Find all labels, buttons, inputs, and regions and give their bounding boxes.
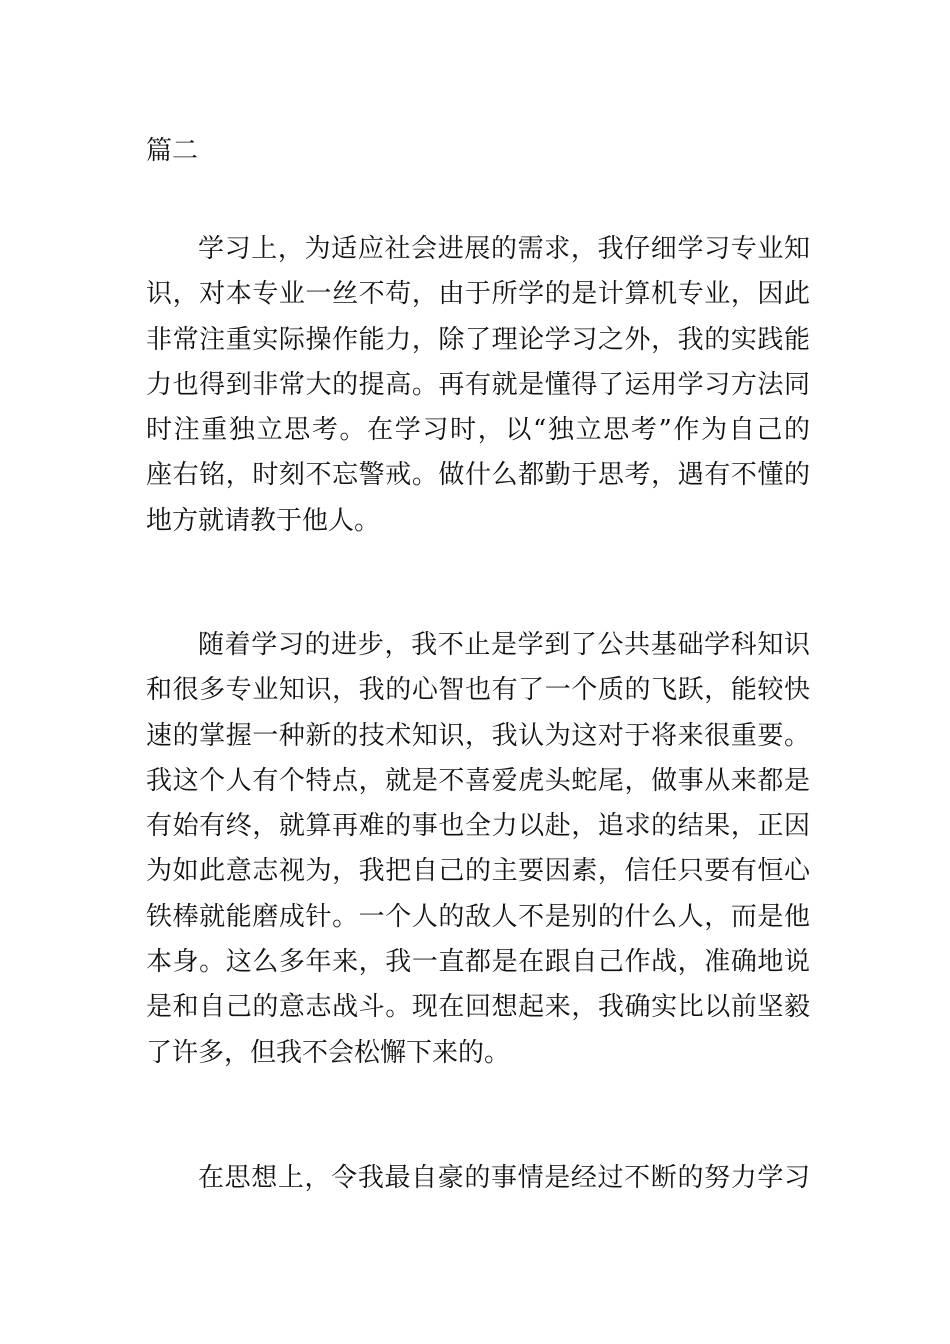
paragraph-line: 力也得到非常大的提高。再有就是懂得了运用学习方法同	[146, 369, 810, 400]
paragraph-line: 随着学习的进步，我不止是学到了公共基础学科知识	[198, 630, 810, 660]
paragraph-line: 本身。这么多年来，我一直都是在跟自己作战，准确地说	[146, 947, 810, 978]
paragraph-line: 为如此意志视为，我把自己的主要因素，信任只要有恒心	[146, 856, 810, 887]
paragraph-line: 了许多，但我不会松懈下来的。	[146, 1037, 511, 1068]
section-heading: 篇二	[146, 136, 199, 166]
paragraph-study	[146, 227, 810, 544]
paragraph-line: 我这个人有个特点，就是不喜爱虎头蛇尾，做事从来都是	[146, 765, 810, 796]
paragraph-line: 地方就请教于他人。	[146, 505, 381, 536]
paragraph-line: 有始有终，就算再难的事也全力以赴，追求的结果，正因	[146, 811, 810, 842]
paragraph-line: 非常注重实际操作能力，除了理论学习之外，我的实践能	[146, 324, 810, 355]
paragraph-line: 时注重独立思考。在学习时，以“独立思考”作为自己的	[146, 415, 810, 446]
paragraph-line: 识，对本专业一丝不苟，由于所学的是计算机专业，因此	[146, 279, 810, 310]
paragraph-line: 学习上，为适应社会进展的需求，我仔细学习专业知	[198, 234, 810, 264]
paragraph-line: 速的掌握一种新的技术知识，我认为这对于将来很重要。	[146, 720, 810, 751]
paragraph-thought	[146, 1156, 810, 1201]
paragraph-line: 在思想上，令我最自豪的事情是经过不断的努力学习	[198, 1163, 810, 1193]
paragraph-line: 座右铭，时刻不忘警戒。做什么都勤于思考，遇有不懂的	[146, 460, 810, 491]
paragraph-progress	[146, 623, 810, 1076]
paragraph-line: 是和自己的意志战斗。现在回想起来，我确实比以前坚毅	[146, 992, 810, 1023]
paragraph-line: 和很多专业知识，我的心智也有了一个质的飞跃，能较快	[146, 675, 810, 706]
paragraph-line: 铁棒就能磨成针。一个人的敌人不是别的什么人，而是他	[146, 901, 810, 932]
